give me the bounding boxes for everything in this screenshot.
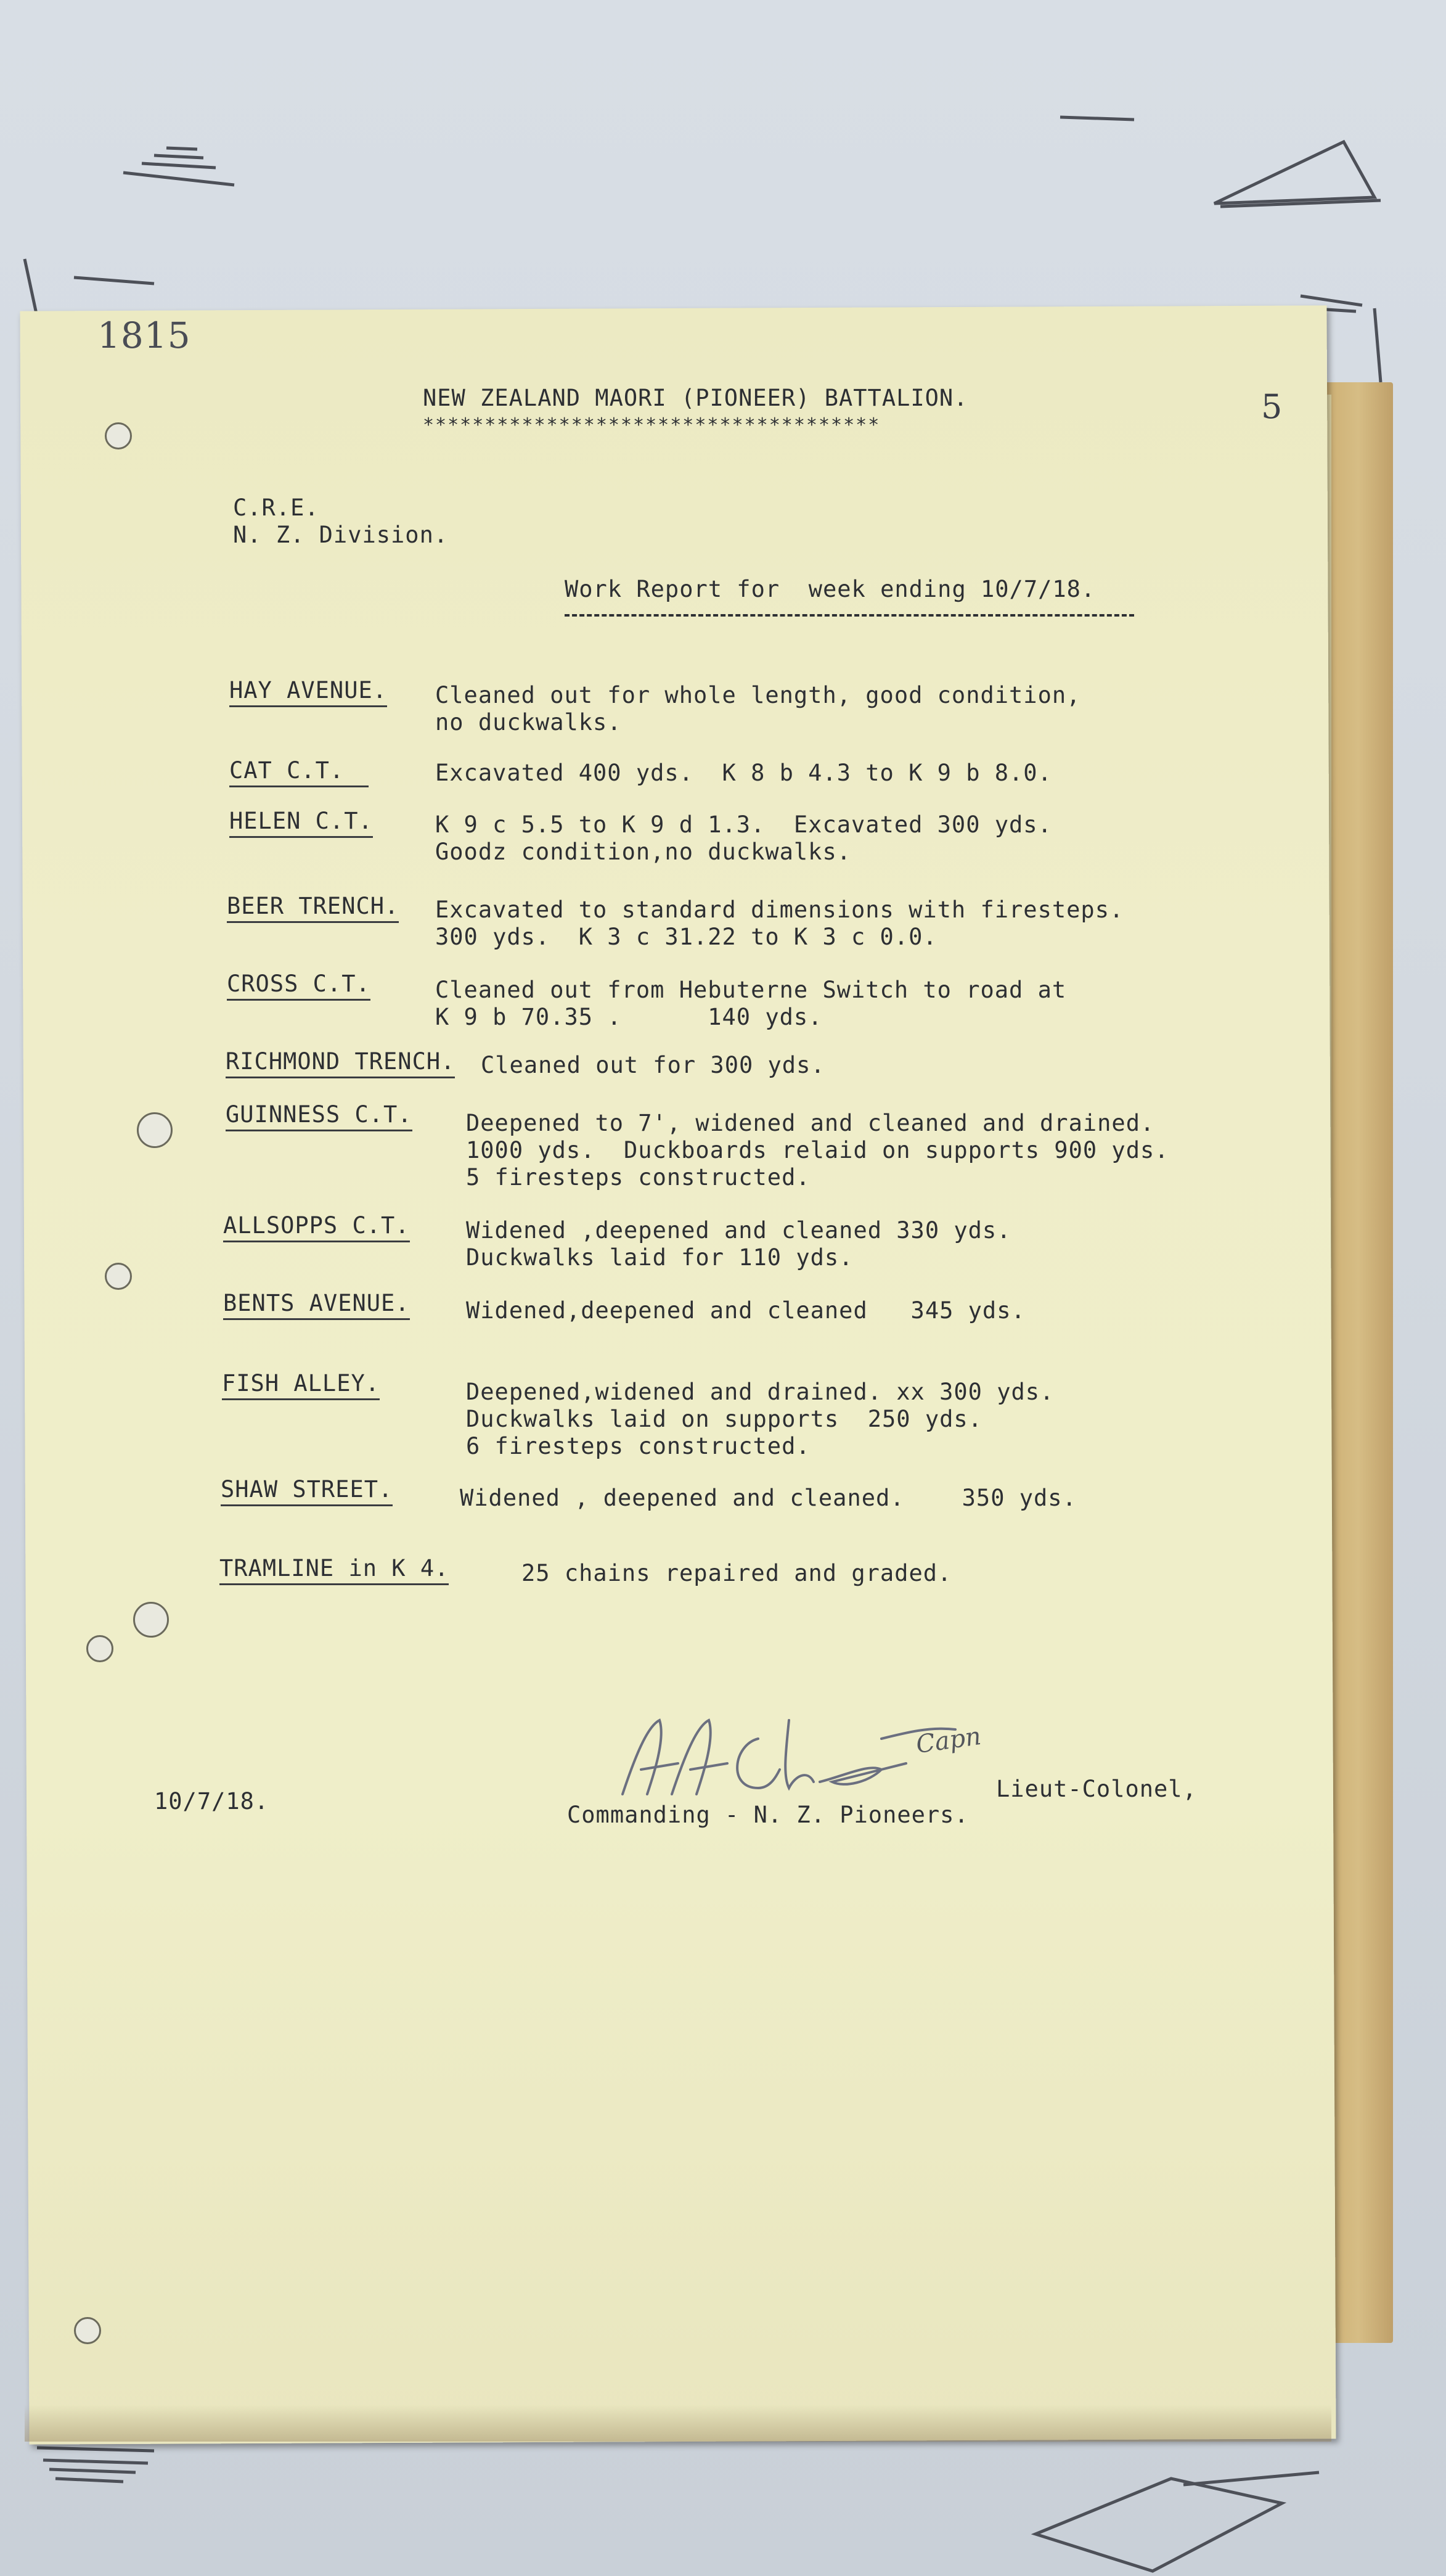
- entry-location: RICHMOND TRENCH.: [226, 1048, 455, 1078]
- entry-line: 6 firesteps constructed.: [466, 1433, 811, 1459]
- entry-line: Excavated 400 yds. K 8 b 4.3 to K 9 b 8.0.: [435, 760, 1052, 786]
- entry-line: Duckwalks laid on supports 250 yds.: [466, 1406, 982, 1432]
- entry-line: 25 chains repaired and graded.: [521, 1560, 952, 1586]
- addressee-line-1: C.R.E.: [233, 494, 319, 521]
- entry-location: ALLSOPPS C.T.: [223, 1212, 410, 1242]
- punch-hole: [86, 1635, 113, 1662]
- entry-line: Cleaned out for whole length, good condition,: [435, 682, 1081, 708]
- entry-location: TRAMLINE in K 4.: [219, 1555, 449, 1585]
- page-number: 5: [1261, 387, 1283, 426]
- title-asterisk-rule: *************************************: [423, 414, 881, 436]
- entry-line: Goodz condition,no duckwalks.: [435, 839, 852, 865]
- signatory-command: Commanding - N. Z. Pioneers.: [567, 1802, 969, 1828]
- entry-line: Deepened,widened and drained. xx 300 yds.: [466, 1379, 1055, 1405]
- footer-date: 10/7/18.: [154, 1788, 269, 1815]
- punch-hole: [105, 422, 132, 449]
- entry-line: 5 firesteps constructed.: [466, 1164, 811, 1191]
- entry-location: BENTS AVENUE.: [223, 1290, 410, 1320]
- entry-location: SHAW STREET.: [221, 1476, 393, 1506]
- punch-hole: [133, 1602, 169, 1638]
- entry-line: Widened ,deepened and cleaned 330 yds.: [466, 1217, 1011, 1244]
- document-page: [20, 305, 1336, 2444]
- entry-line: Widened,deepened and cleaned 345 yds.: [466, 1297, 1026, 1324]
- signature-annotation: Capn: [914, 1721, 983, 1760]
- entry-location: HELEN C.T.: [229, 808, 373, 838]
- punch-hole: [74, 2317, 101, 2344]
- entry-line: Excavated to standard dimensions with firesteps.: [435, 896, 1124, 923]
- entry-location: FISH ALLEY.: [222, 1370, 380, 1400]
- entry-line: 1000 yds. Duckboards relaid on supports 900 yds.: [466, 1137, 1169, 1163]
- entry-line: 300 yds. K 3 c 31.22 to K 3 c 0.0.: [435, 924, 937, 950]
- entry-location: HAY AVENUE.: [229, 677, 387, 707]
- addressee-line-2: N. Z. Division.: [233, 522, 449, 548]
- document-title: NEW ZEALAND MAORI (PIONEER) BATTALION.: [423, 385, 968, 411]
- report-title: Work Report for week ending 10/7/18.: [565, 576, 1134, 617]
- entry-location: BEER TRENCH.: [227, 893, 399, 923]
- signatory-rank: Lieut-Colonel,: [996, 1776, 1197, 1802]
- entry-line: K 9 c 5.5 to K 9 d 1.3. Excavated 300 yds.: [435, 811, 1052, 838]
- entry-line: no duckwalks.: [435, 709, 622, 736]
- entry-line: Duckwalks laid for 110 yds.: [466, 1244, 854, 1271]
- entry-location: CROSS C.T.: [227, 970, 370, 1001]
- punch-hole: [105, 1263, 132, 1290]
- entry-line: K 9 b 70.35 . 140 yds.: [435, 1004, 823, 1030]
- handwritten-signature: [610, 1702, 1042, 1807]
- file-number: 1815: [97, 314, 191, 356]
- entry-line: Deepened to 7', widened and cleaned and drained.: [466, 1110, 1155, 1136]
- entry-line: Cleaned out from Hebuterne Switch to road at: [435, 977, 1067, 1003]
- page-bottom-shadow: [25, 2405, 1331, 2442]
- entry-line: Cleaned out for 300 yds.: [481, 1052, 825, 1078]
- punch-hole: [137, 1112, 173, 1148]
- entry-location: CAT C.T.: [229, 757, 369, 787]
- entry-line: Widened , deepened and cleaned. 350 yds.: [460, 1485, 1077, 1511]
- entry-location: GUINNESS C.T.: [226, 1101, 412, 1131]
